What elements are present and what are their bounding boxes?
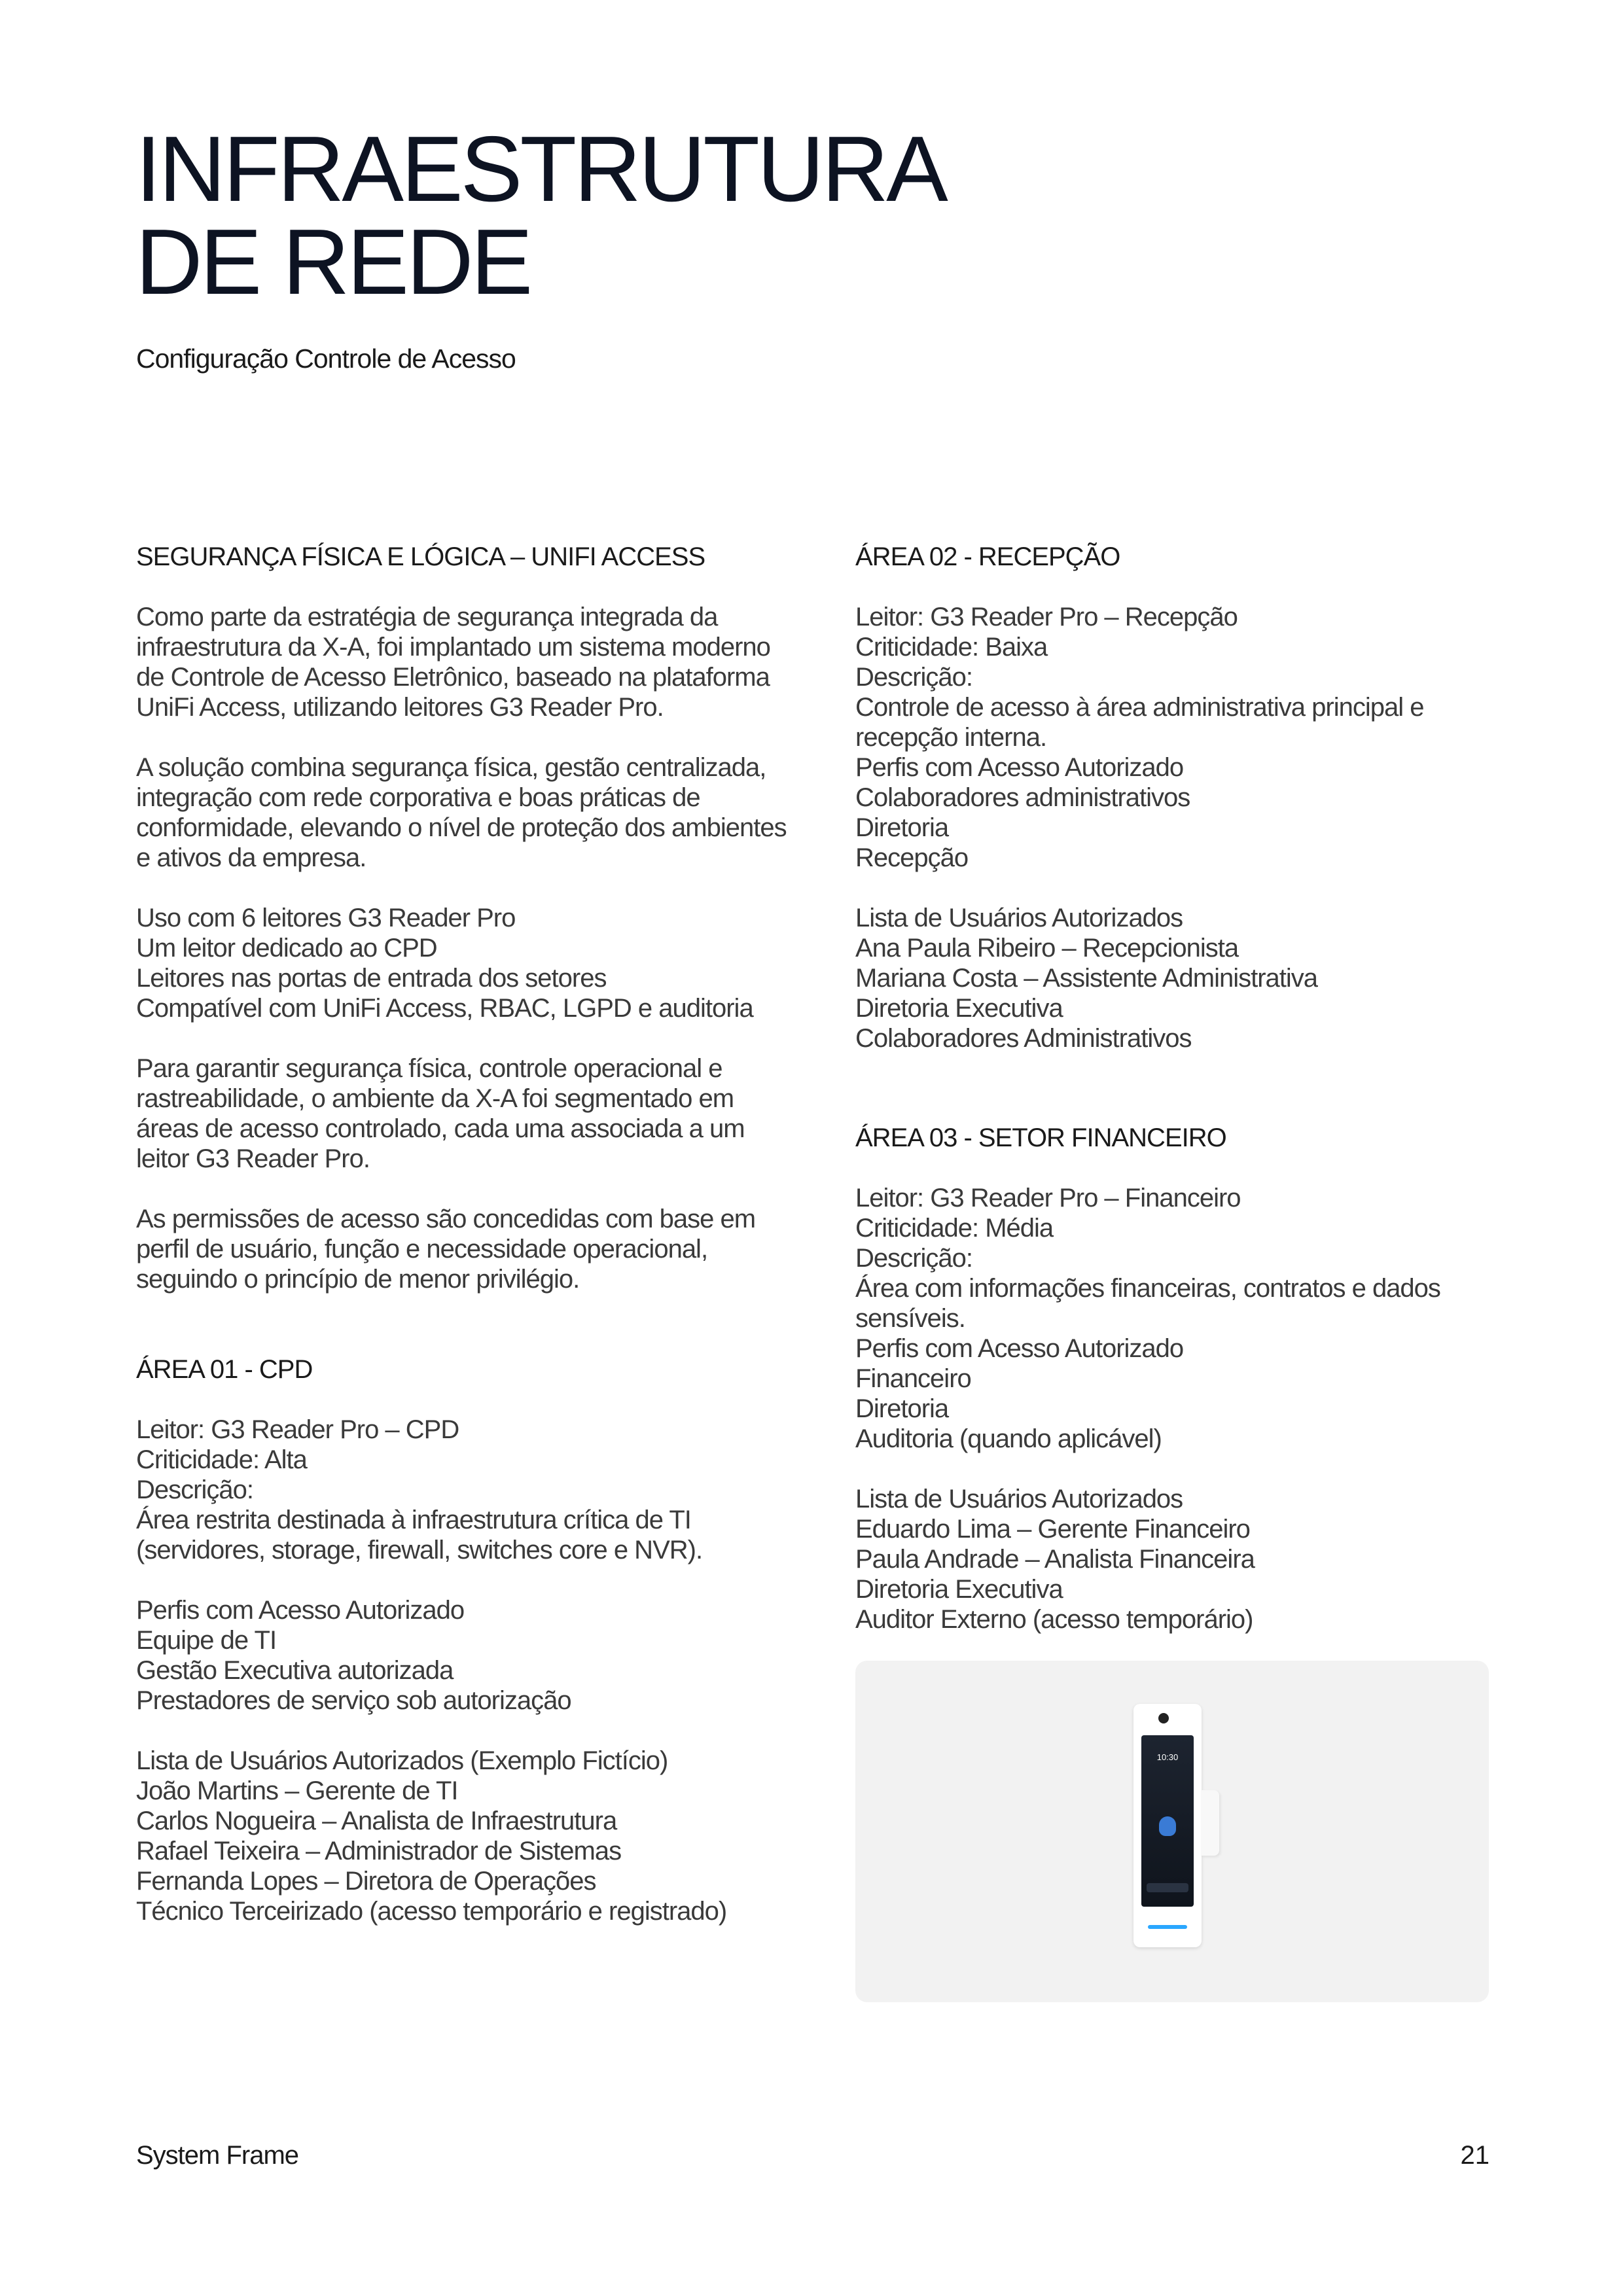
list-item: Leitores nas portas de entrada dos setores: [136, 964, 607, 993]
list-item: Descrição:: [855, 1244, 972, 1273]
device-mount: [1201, 1790, 1219, 1856]
list-item: Paula Andrade – Analista Financeira: [855, 1545, 1255, 1574]
list-item: Prestadores de serviço sob autorização: [136, 1686, 571, 1715]
camera-icon: [1158, 1713, 1169, 1723]
area-02-details: [855, 602, 1497, 873]
right-column: [855, 542, 1497, 1634]
page-number: 21: [1460, 2141, 1489, 2170]
area-01-profiles: [136, 1595, 791, 1716]
list-item: Lista de Usuários Autorizados (Exemplo Fictício): [136, 1746, 668, 1775]
list-item: Auditor Externo (acesso temporário): [855, 1605, 1253, 1634]
list-item: Compatível com UniFi Access, RBAC, LGPD e auditoria: [136, 994, 753, 1023]
led-indicator: [1148, 1925, 1187, 1929]
list-item: João Martins – Gerente de TI: [136, 1776, 458, 1805]
page-title: [135, 117, 946, 314]
list-item: Diretoria Executiva: [855, 994, 1063, 1023]
list-item: Diretoria: [855, 1394, 949, 1423]
paragraph-solution: A solução combina segurança física, gestão centralizada, integração com rede corporativa e boas práticas de conformidade, elevando o nível de proteção dos ambientes e ativos da empresa.: [136, 753, 787, 872]
list-item: Eduardo Lima – Gerente Financeiro: [855, 1515, 1250, 1544]
list-item: Leitor: G3 Reader Pro – CPD: [136, 1415, 459, 1444]
list-item: Diretoria Executiva: [855, 1575, 1063, 1604]
list-item: Auditoria (quando aplicável): [855, 1424, 1162, 1453]
list-item: Perfis com Acesso Autorizado: [136, 1596, 465, 1625]
title-line-2: DE REDE: [135, 210, 531, 314]
footer-brand: System Frame: [136, 2141, 299, 2170]
section-heading-area-01: ÁREA 01 - CPD: [136, 1355, 313, 1384]
list-item: Uso com 6 leitores G3 Reader Pro: [136, 904, 516, 932]
list-item: Carlos Nogueira – Analista de Infraestrutura: [136, 1807, 617, 1835]
list-item: Equipe de TI: [136, 1626, 277, 1655]
list-item: Recepção: [855, 843, 969, 872]
nfc-badge-icon: [1159, 1816, 1176, 1836]
section-heading-area-02: ÁREA 02 - RECEPÇÃO: [855, 542, 1120, 571]
section-heading-security: SEGURANÇA FÍSICA E LÓGICA – UNIFI ACCESS: [136, 542, 705, 571]
list-item: Área com informações financeiras, contratos e dados sensíveis.: [855, 1274, 1440, 1333]
g3-reader-pro-device-image: [1133, 1704, 1202, 1947]
paragraph-permissions: As permissões de acesso são concedidas com base em perfil de usuário, função e necessidade operacional, seguindo o princípio de menor privilégio.: [136, 1205, 756, 1294]
paragraph-intro: Como parte da estratégia de segurança integrada da infraestrutura da X-A, foi implantado um sistema moderno de Controle de Acesso Eletrônico, baseado na plataforma UniFi Access, utilizando leitores G3 Reader Pro.: [136, 603, 770, 722]
paragraph-segmentation: Para garantir segurança física, controle operacional e rastreabilidade, o ambiente da X-A foi segmentado em áreas de acesso controlado, cada uma associada a um leitor G3 Reader Pro.: [136, 1054, 745, 1173]
area-01-users: [136, 1746, 791, 1926]
list-item: Área restrita destinada à infraestrutura crítica de TI (servidores, storage, firewall, switches core e NVR).: [136, 1506, 703, 1564]
list-item: Descrição:: [136, 1475, 253, 1504]
list-item: Criticidade: Alta: [136, 1445, 307, 1474]
list-item: Colaboradores Administrativos: [855, 1024, 1192, 1053]
list-item: Descrição:: [855, 663, 972, 692]
list-item: Criticidade: Média: [855, 1214, 1054, 1243]
device-screen: [1141, 1735, 1194, 1907]
list-item: Mariana Costa – Assistente Administrativa: [855, 964, 1318, 993]
page-subtitle: Configuração Controle de Acesso: [136, 344, 516, 374]
area-03-details: [855, 1183, 1497, 1454]
left-column: [136, 542, 791, 1926]
area-02-users: [855, 903, 1497, 1053]
list-item: Lista de Usuários Autorizados: [855, 1485, 1183, 1513]
list-item: Lista de Usuários Autorizados: [855, 904, 1183, 932]
device-clock: 10:30: [1156, 1752, 1179, 1762]
list-item: Leitor: G3 Reader Pro – Financeiro: [855, 1184, 1241, 1212]
list-item: Perfis com Acesso Autorizado: [855, 1334, 1184, 1363]
section-heading-area-03: ÁREA 03 - SETOR FINANCEIRO: [855, 1123, 1226, 1152]
list-item: Gestão Executiva autorizada: [136, 1656, 454, 1685]
list-item: Colaboradores administrativos: [855, 783, 1190, 812]
list-item: Financeiro: [855, 1364, 971, 1393]
device-image-panel: [855, 1661, 1489, 2002]
list-item: Rafael Teixeira – Administrador de Sistemas: [136, 1837, 622, 1865]
list-item: Ana Paula Ribeiro – Recepcionista: [855, 934, 1239, 963]
title-line-1: INFRAESTRUTURA: [135, 117, 946, 221]
area-01-details: [136, 1415, 791, 1565]
area-03-users: [855, 1484, 1497, 1634]
list-item: Fernanda Lopes – Diretora de Operações: [136, 1867, 596, 1896]
list-item: Perfis com Acesso Autorizado: [855, 753, 1184, 782]
list-item: Controle de acesso à área administrativa principal e recepção interna.: [855, 693, 1424, 752]
list-item: Leitor: G3 Reader Pro – Recepção: [855, 603, 1238, 631]
usage-list: [136, 903, 791, 1023]
list-item: Um leitor dedicado ao CPD: [136, 934, 437, 963]
list-item: Criticidade: Baixa: [855, 633, 1048, 662]
list-item: Técnico Terceirizado (acesso temporário e registrado): [136, 1897, 727, 1926]
device-status-strip: [1147, 1883, 1188, 1892]
list-item: Diretoria: [855, 813, 949, 842]
